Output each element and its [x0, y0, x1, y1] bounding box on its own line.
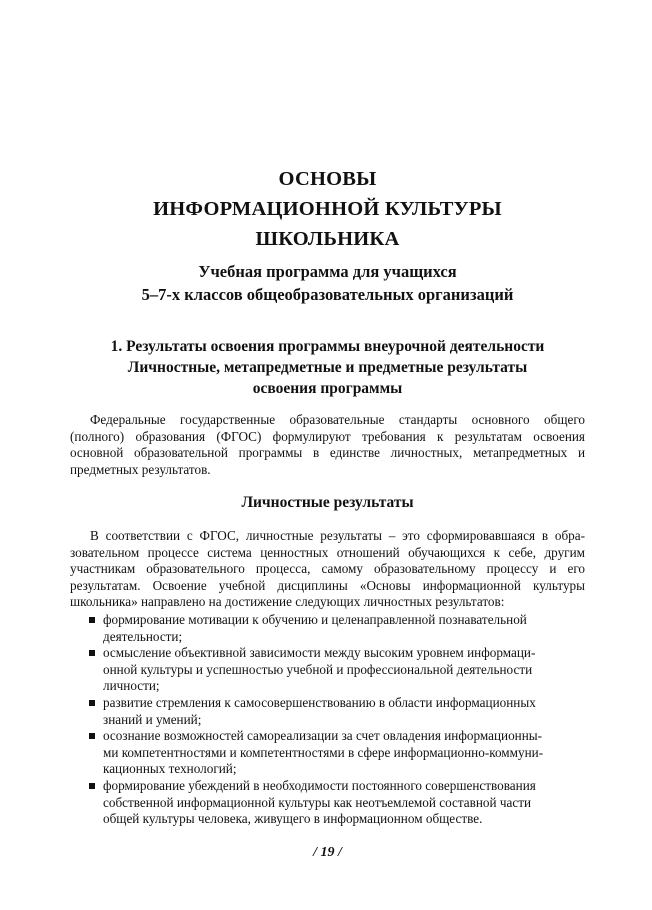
list-item-line: осмысление объективной зависимости между высоким уровнем информаци- [103, 645, 536, 661]
section-heading-line-2: Личностные, метапредметные и предметные результаты [127, 359, 528, 376]
document-title [70, 164, 585, 254]
square-bullet-icon [89, 733, 95, 739]
subsection-heading: Личностные результаты [241, 494, 414, 511]
section-heading-line-3: освоения программы [252, 380, 403, 397]
personal-results-list [89, 612, 585, 828]
title-line-2: ИНФОРМАЦИОННОЙ КУЛЬТУРЫ [153, 198, 502, 220]
square-bullet-icon [89, 617, 95, 623]
list-item-line: личности; [103, 678, 160, 694]
page-number: / 19 / [313, 845, 342, 860]
document-page [70, 0, 585, 910]
body-paragraph-line-5: школьника» направлено на достижение следующих личностных результатов: [70, 594, 505, 610]
list-item [89, 612, 585, 645]
list-item [89, 645, 585, 695]
list-item [89, 695, 585, 728]
document-subtitle [70, 260, 585, 306]
body-paragraph-line-4: результатам. Освоение учебной дисциплины «Основы информационной культуры [70, 577, 585, 593]
square-bullet-icon [89, 650, 95, 656]
title-line-1: ОСНОВЫ [278, 168, 377, 190]
list-item-line: онной культуры и успешностью учебной и профессиональной деятельности [103, 661, 533, 677]
list-item-line: формирование убеждений в необходимости постоянного совершенствования [103, 777, 536, 793]
title-line-3: ШКОЛЬНИКА [255, 228, 400, 250]
list-item [89, 728, 585, 778]
body-paragraph [70, 528, 585, 611]
body-paragraph-line-3: участникам образовательного процесса, самому образовательному процессу и его [70, 561, 585, 577]
list-item-line: формирование мотивации к обучению и целенаправленной познавательной [103, 612, 527, 627]
list-item-line: ми компетентностями и компетентностями в сфере информационно-коммуни- [103, 744, 544, 760]
intro-paragraph: Федеральные государственные образовательные стандарты основного общего (полного) образования (ФГОС) формулируют требования к результатам освоения основной образовательной программы в единстве личностных, метапредметных и предметных результатов. [70, 412, 585, 477]
list-item-line: осознание возможностей самореализации за счет овладения информационны- [103, 728, 543, 744]
list-item-line: развитие стремления к самосовершенствованию в области информационных [103, 694, 536, 710]
section-heading [70, 336, 585, 399]
square-bullet-icon [89, 700, 95, 706]
list-item-line: знаний и умений; [103, 711, 202, 727]
list-item-line: общей культуры человека, живущего в информационном обществе. [103, 811, 483, 827]
list-item-line: деятельности; [103, 628, 183, 644]
list-item-line: собственной информационной культуры как неотъемлемой составной части [103, 794, 532, 810]
body-paragraph-line-1: В соответствии с ФГОС, личностные результаты – это сформировавшаяся в обра- [90, 528, 585, 543]
subtitle-line-2: 5–7-х классов общеобразовательных организаций [141, 285, 514, 304]
subtitle-line-1: Учебная программа для учащихся [198, 262, 457, 281]
list-item [89, 778, 585, 828]
body-paragraph-line-2: зовательном процессе система ценностных отношений обучающихся к себе, другим [70, 544, 585, 560]
section-heading-line-1: 1. Результаты освоения программы внеурочной деятельности [110, 338, 545, 355]
square-bullet-icon [89, 783, 95, 789]
list-item-line: кационных технологий; [103, 761, 237, 777]
